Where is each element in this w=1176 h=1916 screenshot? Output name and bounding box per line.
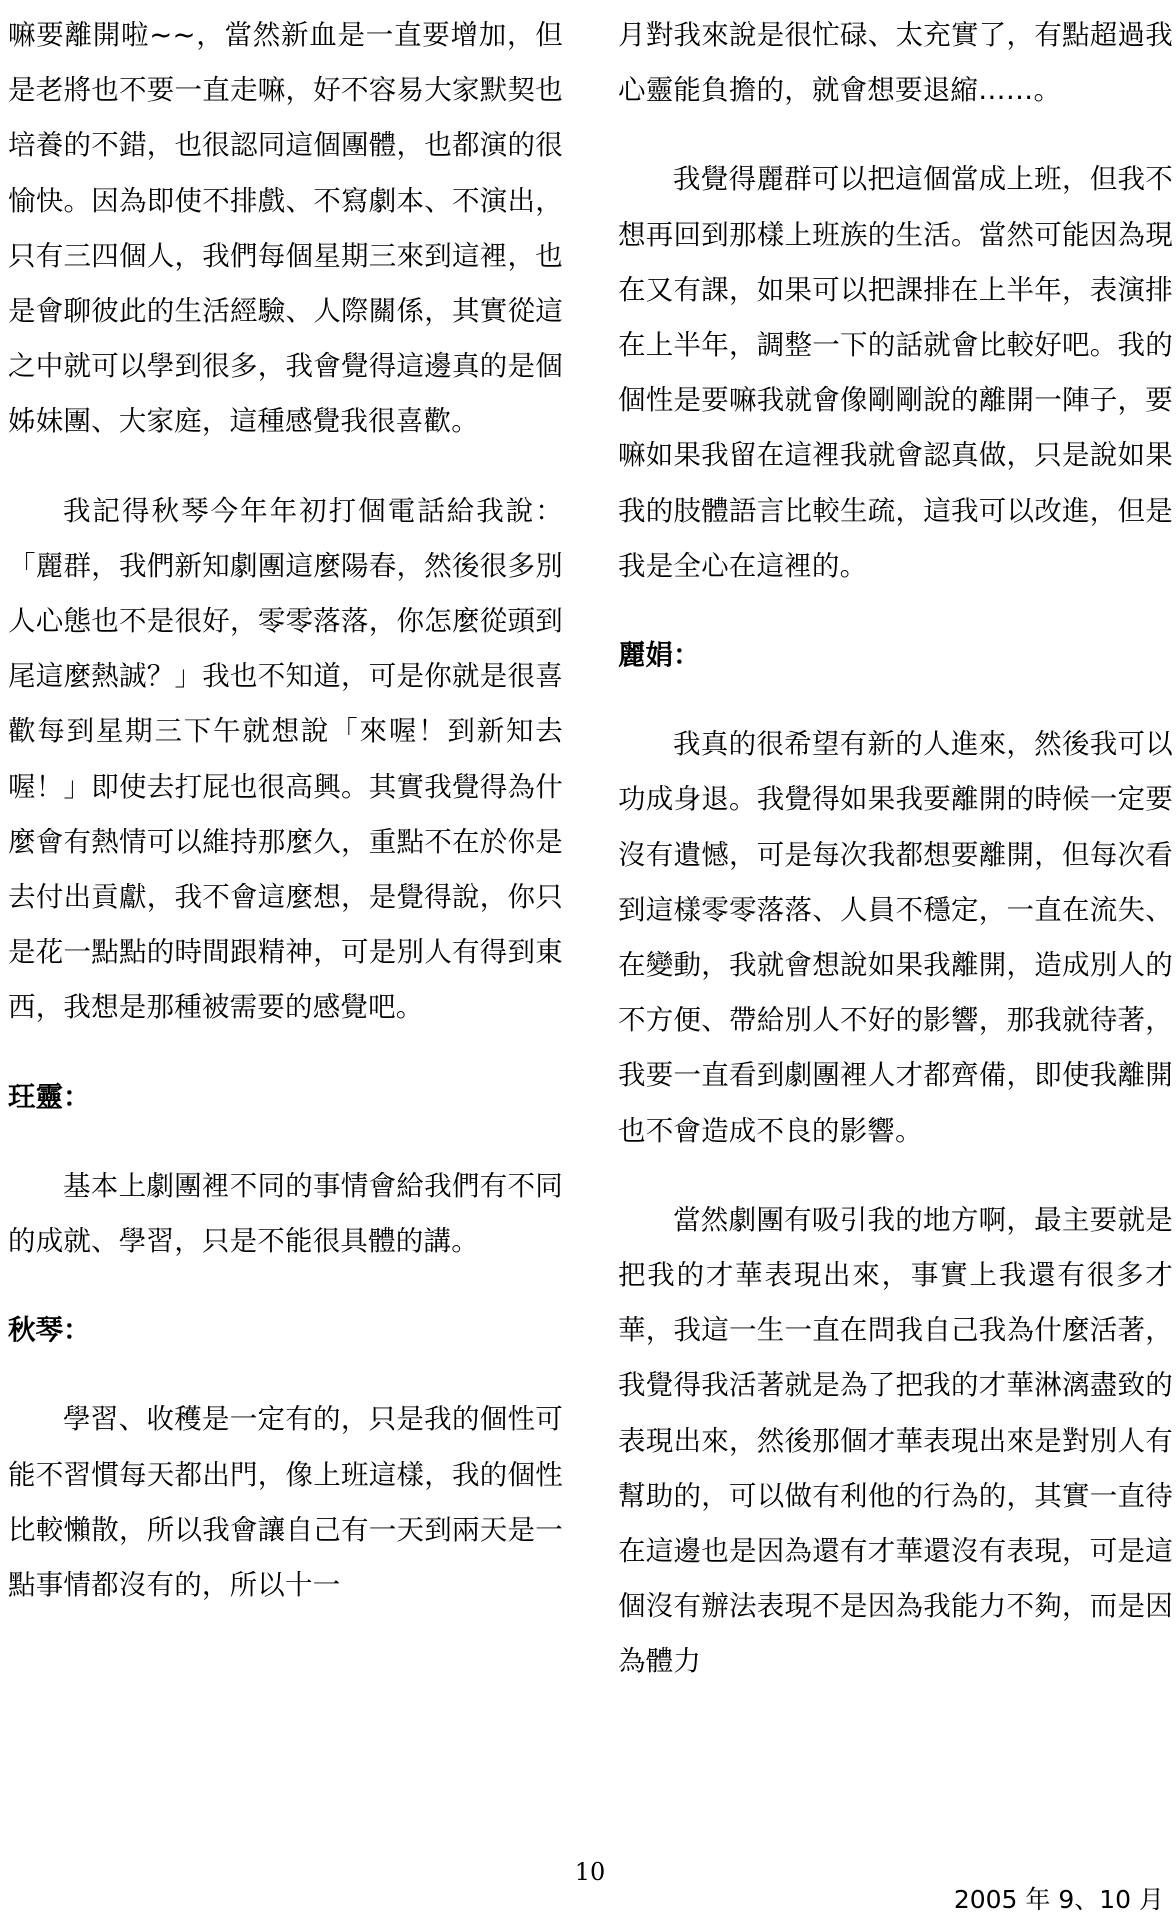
paragraph: 學習、收穫是一定有的，只是我的個性可能不習慣每天都出門，像上班這樣，我的個性比較懶散，所以我會讓自己有一天到兩天是一點事情都沒有的，所以十一	[8, 1403, 563, 1602]
speaker-label: 玨靈：	[8, 1080, 91, 1113]
paragraph: 嘛要離開啦~~，當然新血是一直要增加，但是老將也不要一直走嘛，好不容易大家默契也培養的不錯，也很認同這個團體，也都演的很愉快。因為即使不排戲、不寫劇本、不演出，只有三四個人，我們每個星期三來到這裡，也是會聊彼此的生活經驗、人際關係，其實從這之中就可以學到很多，我會覺得這邊真的是個姊妹團、大家庭，這種感覺我很喜歡。	[8, 19, 563, 438]
paragraph: 我真的很希望有新的人進來，然後我可以功成身退。我覺得如果我要離開的時候一定要沒有遺憾，可是每次我都想要離開，但每次看到這樣零零落落、人員不穩定，一直在流失、在變動，我就會想說如果我離開，造成別人的不方便、帶給別人不好的影響，那我就待著，我要一直看到劇團裡人才都齊備，即使我離開也不會造成不良的影響。	[618, 728, 1173, 1147]
right-column	[618, 8, 1173, 1690]
spacer	[8, 450, 563, 484]
left-column	[8, 8, 563, 1613]
spacer	[618, 594, 1173, 628]
paragraph: 我記得秋琴今年年初打個電話給我說：「麗群，我們新知劇團這麼陽春，然後很多別人心態也不是很好，零零落落，你怎麼從頭到尾這麼熱誠？」我也不知道，可是你就是很喜歡每到星期三下午就想說「來喔！到新知去喔！」即使去打屁也很高興。其實我覺得為什麼會有熱情可以維持那麼久，重點不在於你是去付出貢獻，我不會這麼想，是覺得說，你只是花一點點的時間跟精神，可是別人有得到東西，我想是那種被需要的感覺吧。	[8, 494, 563, 1024]
spacer	[8, 1125, 563, 1159]
paragraph: 月對我來說是很忙碌、太充實了，有點超過我心靈能負擔的，就會想要退縮……。	[618, 19, 1173, 107]
spacer	[618, 1159, 1173, 1193]
issue-date: 2005 年 9、10 月	[953, 1885, 1164, 1914]
page-number: 10	[574, 1858, 606, 1886]
spacer	[618, 118, 1173, 152]
spacer	[8, 1269, 563, 1303]
paragraph: 基本上劇團裡不同的事情會給我們有不同的成就、學習，只是不能很具體的講。	[8, 1169, 563, 1258]
spacer	[8, 1036, 563, 1070]
spacer	[8, 1358, 563, 1392]
speaker-label: 麗娟：	[618, 639, 701, 672]
speaker-label: 秋琴：	[8, 1314, 91, 1347]
paragraph: 當然劇團有吸引我的地方啊，最主要就是把我的才華表現出來，事實上我還有很多才華，我這一生一直在問我自己我為什麼活著，我覺得我活著就是為了把我的才華淋漓盡致的表現出來，然後那個才華表現出來是對別人有幫助的，可以做有利他的行為的，其實一直待在這邊也是因為還有才華還沒有表現，可是這個沒有辦法表現不是因為我能力不夠，而是因為體力	[618, 1203, 1173, 1678]
paragraph: 我覺得麗群可以把這個當成上班，但我不想再回到那樣上班族的生活。當然可能因為現在又有課，如果可以把課排在上半年，表演排在上半年，調整一下的話就會比較好吧。我的個性是要嘛我就會像剛剛說的離開一陣子，要嘛如果我留在這裡我就會認真做，只是說如果我的肢體語言比較生疏，這我可以改進，但是我是全心在這裡的。	[618, 163, 1173, 582]
spacer	[618, 683, 1173, 717]
